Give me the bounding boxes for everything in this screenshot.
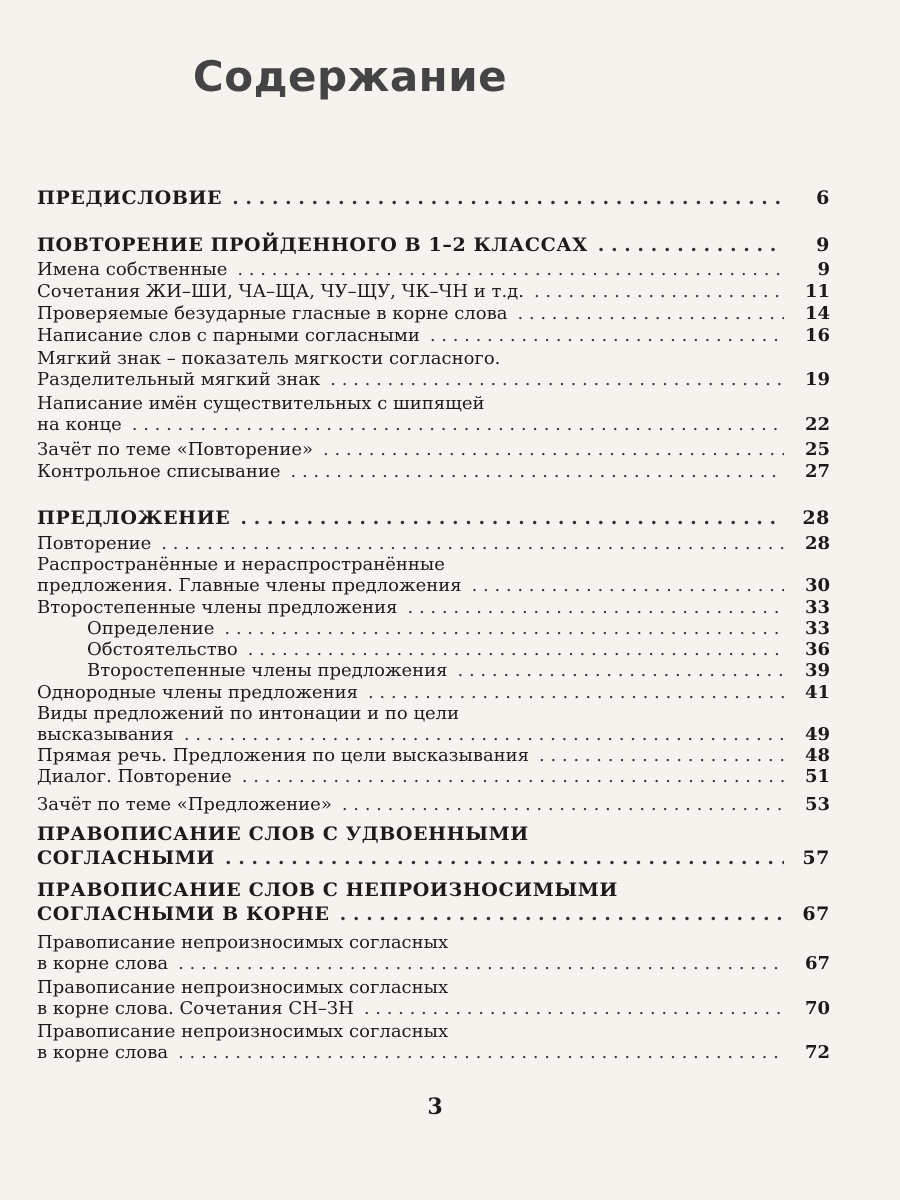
toc-entry-title: на конце: [37, 414, 122, 435]
leader-dots: [178, 953, 784, 974]
leader-dots: [517, 303, 784, 324]
toc-entry[interactable]: [37, 977, 830, 1019]
toc-entry-page: 49: [804, 724, 830, 745]
leader-dots: [161, 533, 784, 554]
toc-entry-title: предложения. Главные члены предложения: [37, 575, 462, 596]
toc-entry-title: ПОВТОРЕНИЕ ПРОЙДЕННОГО В 1–2 КЛАССАХ: [37, 234, 588, 256]
toc-entry-page: 30: [804, 575, 830, 596]
toc-entry-page: 67: [804, 953, 830, 974]
leader-dots: [342, 794, 784, 815]
toc-entry-title-line1: Правописание непроизносимых согласных: [37, 932, 449, 953]
toc-entry-page: 39: [804, 660, 830, 681]
toc-entry-page: 14: [804, 303, 830, 324]
leader-dots: [430, 325, 784, 346]
toc-entry-page: 28: [804, 533, 830, 554]
toc-entry[interactable]: [37, 766, 830, 787]
toc-entry-page: 51: [804, 766, 830, 787]
leader-dots: [330, 369, 784, 390]
toc-entry-page: 6: [816, 187, 830, 209]
toc-entry-section[interactable]: [37, 233, 830, 257]
leader-dots: [368, 682, 784, 703]
toc-entry-page: 25: [804, 439, 830, 460]
toc-entry[interactable]: [37, 348, 830, 390]
toc-entry-page: 19: [804, 369, 830, 390]
toc-entry-title: в корне слова. Сочетания СН–ЗН: [37, 998, 354, 1019]
leader-dots: [340, 902, 784, 926]
toc-entry[interactable]: [37, 325, 830, 346]
toc-entry[interactable]: [37, 439, 830, 460]
toc-entry-page: 27: [804, 461, 830, 482]
toc-entry-title: ПРЕДИСЛОВИЕ: [37, 187, 223, 209]
toc-entry-page: 9: [817, 259, 830, 280]
toc-entry-title-line1: ПРАВОПИСАНИЕ СЛОВ С НЕПРОИЗНОСИМЫМИ: [37, 879, 618, 901]
toc-entry-title: СОГЛАСНЫМИ: [37, 847, 215, 869]
toc-entry-title: Обстоятельство: [87, 639, 238, 660]
toc-entry-title: Однородные члены предложения: [37, 682, 358, 703]
leader-dots: [232, 186, 784, 210]
toc-entry[interactable]: [37, 533, 830, 554]
page-title: Содержание: [192, 52, 508, 101]
toc-entry-page: 33: [804, 618, 830, 639]
toc-entry-title: Определение: [87, 618, 215, 639]
toc-entry-title: Разделительный мягкий знак: [37, 369, 321, 390]
toc-entry-section[interactable]: [37, 506, 830, 530]
toc-entry-page: 9: [816, 234, 830, 256]
toc-entry-title-line1: Правописание непроизносимых согласных: [37, 1021, 449, 1042]
toc-entry[interactable]: [37, 461, 830, 482]
toc-entry-page: 36: [804, 639, 830, 660]
toc-entry-title: Контрольное списывание: [37, 461, 281, 482]
leader-dots: [132, 414, 784, 435]
toc-entry-title: ПРЕДЛОЖЕНИЕ: [37, 507, 231, 529]
toc-entry-title: высказывания: [37, 724, 174, 745]
toc-entry[interactable]: [37, 393, 830, 435]
leader-dots: [224, 618, 784, 639]
toc-entry-title-line1: Правописание непроизносимых согласных: [37, 977, 449, 998]
toc-entry[interactable]: [37, 794, 830, 815]
toc-entry-preface[interactable]: [37, 186, 830, 210]
leader-dots: [291, 461, 784, 482]
toc-entry[interactable]: [37, 703, 830, 745]
toc-subentry[interactable]: [37, 639, 830, 660]
toc-entry[interactable]: [37, 932, 830, 974]
toc-entry-page: 16: [804, 325, 830, 346]
toc-entry-page: 67: [802, 903, 830, 925]
toc-entry-page: 57: [802, 847, 830, 869]
leader-dots: [323, 439, 784, 460]
toc-entry-title: Зачёт по теме «Предложение»: [37, 794, 332, 815]
toc-entry-page: 33: [804, 597, 830, 618]
toc-entry-section[interactable]: [37, 822, 830, 870]
leader-dots: [237, 259, 784, 280]
toc-entry-title-line1: Виды предложений по интонации и по цели: [37, 703, 460, 724]
toc-entry-title: Имена собственные: [37, 259, 228, 280]
toc-entry-page: 11: [804, 281, 830, 302]
toc-entry-page: 22: [804, 414, 830, 435]
leader-dots: [539, 745, 784, 766]
leader-dots: [364, 998, 784, 1019]
leader-dots: [242, 766, 784, 787]
page-number: 3: [427, 1094, 443, 1120]
toc-entry[interactable]: [37, 745, 830, 766]
toc-entry-title: Диалог. Повторение: [37, 766, 232, 787]
toc-entry[interactable]: [37, 281, 830, 302]
leader-dots: [240, 506, 784, 530]
toc-entry[interactable]: [37, 597, 830, 618]
toc-entry[interactable]: [37, 554, 830, 596]
toc-entry-title: Второстепенные члены предложения: [87, 660, 448, 681]
toc-entry[interactable]: [37, 303, 830, 324]
toc-entry-title: СОГЛАСНЫМИ В КОРНЕ: [37, 903, 330, 925]
leader-dots: [472, 575, 784, 596]
toc-entry-title-line1: Мягкий знак – показатель мягкости согласного.: [37, 348, 501, 369]
toc-entry-title-line1: Написание имён существительных с шипящей: [37, 393, 485, 414]
toc-entry-section[interactable]: [37, 878, 830, 926]
toc-entry-title: Повторение: [37, 533, 152, 554]
leader-dots: [184, 724, 784, 745]
leader-dots: [178, 1042, 784, 1063]
toc-subentry[interactable]: [37, 660, 830, 681]
toc-entry-title: Проверяемые безударные гласные в корне слова: [37, 303, 508, 324]
leader-dots: [248, 639, 784, 660]
toc-entry[interactable]: [37, 259, 830, 280]
toc-entry-title: Прямая речь. Предложения по цели высказывания: [37, 745, 530, 766]
toc-entry[interactable]: [37, 1021, 830, 1063]
toc-entry[interactable]: [37, 682, 830, 703]
toc-entry-title: Написание слов с парными согласными: [37, 325, 420, 346]
toc-entry-page: 72: [804, 1042, 830, 1063]
toc-entry-page: 53: [804, 794, 830, 815]
leader-dots: [225, 846, 784, 870]
leader-dots: [408, 597, 784, 618]
toc-entry-title: Зачёт по теме «Повторение»: [37, 439, 314, 460]
toc-entry-title-line1: Распространённые и нераспространённые: [37, 554, 445, 575]
toc-entry-title: Второстепенные члены предложения: [37, 597, 398, 618]
toc-entry-page: 28: [802, 507, 830, 529]
leader-dots: [458, 660, 784, 681]
toc-entry-page: 41: [804, 682, 830, 703]
toc-entry-title: Сочетания ЖИ–ШИ, ЧА–ЩА, ЧУ–ЩУ, ЧК–ЧН и т.д.: [37, 281, 524, 302]
leader-dots: [598, 233, 784, 257]
toc-entry-page: 48: [804, 745, 830, 766]
leader-dots: [534, 281, 784, 302]
toc-subentry[interactable]: [37, 618, 830, 639]
toc-entry-title: в корне слова: [37, 953, 169, 974]
toc-entry-title-line1: ПРАВОПИСАНИЕ СЛОВ С УДВОЕННЫМИ: [37, 823, 529, 845]
toc-entry-title: в корне слова: [37, 1042, 169, 1063]
toc-entry-page: 70: [804, 998, 830, 1019]
